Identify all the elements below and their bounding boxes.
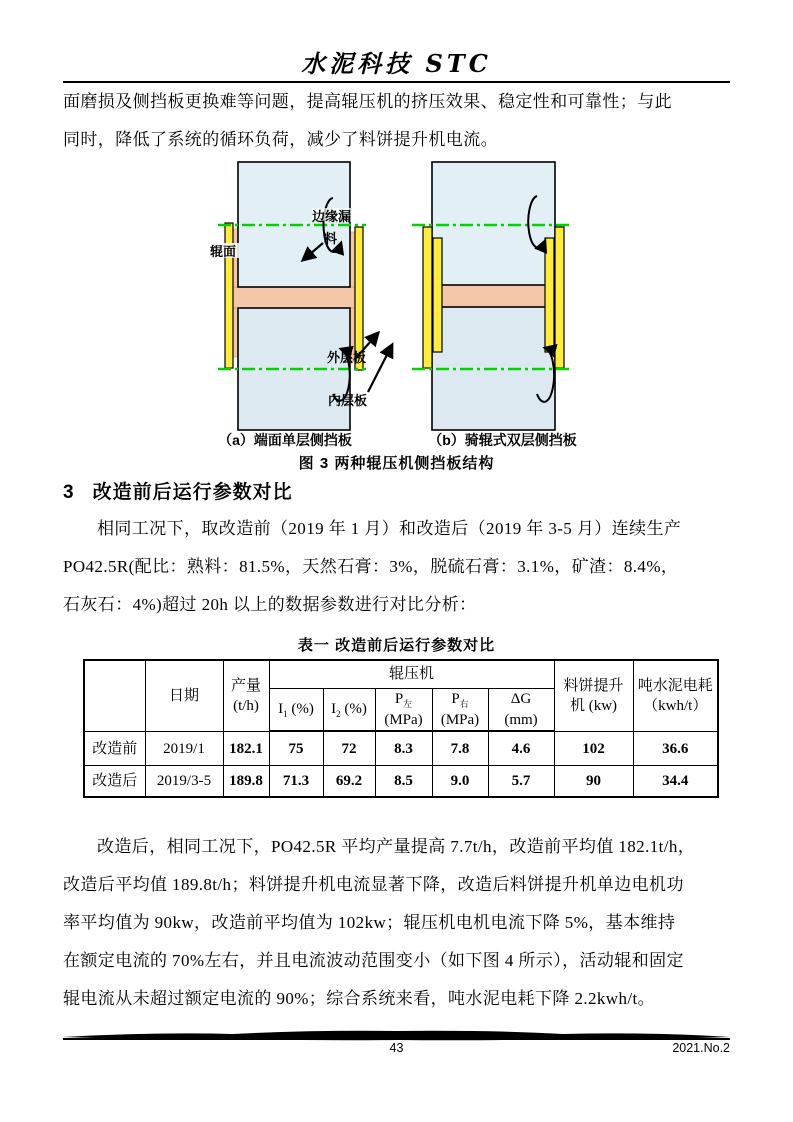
cell-i1: 71.3 <box>269 766 323 798</box>
cell-consumption: 34.4 <box>633 766 718 798</box>
i1-sub: 1 <box>283 709 288 720</box>
elevator-label: 料饼提升 <box>563 677 624 694</box>
material-band <box>233 287 355 308</box>
cell-date: 2019/3-5 <box>145 766 223 798</box>
col-header-p-left <box>375 689 432 732</box>
col-header-i1 <box>269 689 323 732</box>
roller-top <box>432 162 555 285</box>
section-title: 改造前后运行参数对比 <box>92 482 293 503</box>
intro-line: 面磨损及侧挡板更换难等问题，提高辊压机的挤压效果、稳定性和可靠性；与此 <box>63 92 672 111</box>
intro-line: 同时，降低了系统的循环负荷，减少了料饼提升机电流。 <box>63 130 498 149</box>
outer-plate-label: 外层板 <box>327 350 367 365</box>
intro-paragraph <box>63 83 731 159</box>
p-right-base: P <box>451 691 460 707</box>
i2-unit: (%) <box>340 701 367 718</box>
baffle-inner-left <box>433 238 442 352</box>
cell-output: 189.8 <box>223 766 269 798</box>
p-left-base: P <box>394 691 404 707</box>
inner-plate-arrow <box>368 345 392 392</box>
col-header-elevator <box>554 660 633 731</box>
parameters-table <box>83 659 719 798</box>
dg-unit: (mm) <box>504 711 538 728</box>
roller-surface-label: 辊面 <box>210 244 237 259</box>
i1-base: I <box>278 701 284 718</box>
journal-title: 水泥科技 STC <box>301 49 492 78</box>
para2-line: 改造后，相同工况下，PO42.5R 平均产量提高 7.7t/h，改造前平均值 182.1t/h， <box>97 837 696 856</box>
col-header-date: 日期 <box>145 660 223 731</box>
row-label: 改造前 <box>84 731 145 766</box>
figure-caption: 图 3 两种辊压机侧挡板结构 <box>298 455 495 472</box>
cell-p-right: 9.0 <box>432 766 488 798</box>
p-left-sub: 左 <box>403 699 413 709</box>
paragraph-1 <box>63 510 731 624</box>
p-left-unit: (MPa) <box>384 712 423 729</box>
para2-line: 率平均值为 90kw，改造前平均值为 102kw；辊压机电机电流下降 5%，基本维持 <box>63 913 676 932</box>
para1-line: PO42.5R(配比：熟料：81.5%，天然石膏：3%，脱硫石膏：3.1%，矿渣：8.4%， <box>63 557 679 576</box>
baffle-inner-right <box>545 238 554 352</box>
cell-i1: 75 <box>269 731 323 766</box>
diagram-b <box>412 162 570 430</box>
output-unit: (t/h) <box>233 697 259 714</box>
paragraph-2 <box>63 828 731 1018</box>
cell-consumption: 36.6 <box>633 731 718 766</box>
para1-line: 石灰石：4%)超过 20h 以上的数据参数进行对比分析： <box>63 595 477 614</box>
baffle-outer-right <box>555 227 564 368</box>
row-label: 改造后 <box>84 766 145 798</box>
col-header-output <box>223 660 269 731</box>
consumption-label: 吨水泥电耗 <box>637 677 713 694</box>
cell-dg: 4.6 <box>488 731 554 766</box>
baffle-right <box>355 227 363 370</box>
cell-p-left: 8.3 <box>375 731 432 766</box>
i2-sub: 2 <box>336 709 341 720</box>
p-right-unit: (MPa) <box>440 712 480 729</box>
col-header-i2 <box>323 689 375 732</box>
i2-base: I <box>331 701 337 718</box>
elevator-unit: 机 (kw) <box>569 697 618 714</box>
cell-dg: 5.7 <box>488 766 554 798</box>
material-band <box>442 285 545 307</box>
cell-i2: 72 <box>323 731 375 766</box>
footer-issue: 2021.No.2 <box>672 1041 730 1055</box>
consumption-unit: （kwh/t） <box>643 697 708 714</box>
inner-plate-label: 内层板 <box>328 393 368 408</box>
table-caption: 表一 改造前后运行参数对比 <box>297 637 496 654</box>
cell-p-left: 8.5 <box>375 766 432 798</box>
i1-unit: (%) <box>287 701 314 718</box>
section-number: 3 <box>63 482 75 503</box>
table-row <box>84 731 718 766</box>
footer-page-number: 43 <box>389 1041 404 1055</box>
figure-caption-a: （a）端面单层侧挡板 <box>218 432 352 448</box>
figure-caption-b: （b）骑辊式双层侧挡板 <box>428 432 577 448</box>
diagram-a <box>209 162 392 430</box>
dg-label: ΔG <box>510 691 532 708</box>
table-row <box>84 766 718 798</box>
corner-cell <box>84 660 145 731</box>
figure3-diagram <box>185 155 615 440</box>
para1-line: 相同工况下，取改造前（2019 年 1 月）和改造后（2019 年 3-5 月）连续生产 <box>97 519 682 538</box>
col-header-roller-press: 辊压机 <box>269 660 554 689</box>
cell-output: 182.1 <box>223 731 269 766</box>
para2-line: 辊电流从未超过额定电流的 90%；综合系统来看，吨水泥电耗下降 2.2kwh/t。 <box>63 989 656 1008</box>
output-label: 产量 <box>230 677 261 694</box>
col-header-p-right <box>432 689 488 732</box>
baffle-outer-left <box>423 227 432 368</box>
edge-leak-label2: 料 <box>324 231 338 246</box>
cell-elevator: 90 <box>554 766 633 798</box>
cell-date: 2019/1 <box>145 731 223 766</box>
col-header-consumption <box>633 660 718 731</box>
para2-line: 改造后平均值 189.8t/h；料饼提升机电流显著下降，改造后料饼提升机单边电机功 <box>63 875 684 894</box>
para2-line: 在额定电流的 70%左右，并且电流波动范围变小（如下图 4 所示），活动辊和固定 <box>63 951 684 970</box>
p-right-sub: 右 <box>459 699 469 709</box>
col-header-dg <box>488 689 554 732</box>
cell-p-right: 7.8 <box>432 731 488 766</box>
cell-elevator: 102 <box>554 731 633 766</box>
section-heading <box>63 477 731 504</box>
edge-leak-label: 边缘漏 <box>312 209 352 224</box>
cell-i2: 69.2 <box>323 766 375 798</box>
